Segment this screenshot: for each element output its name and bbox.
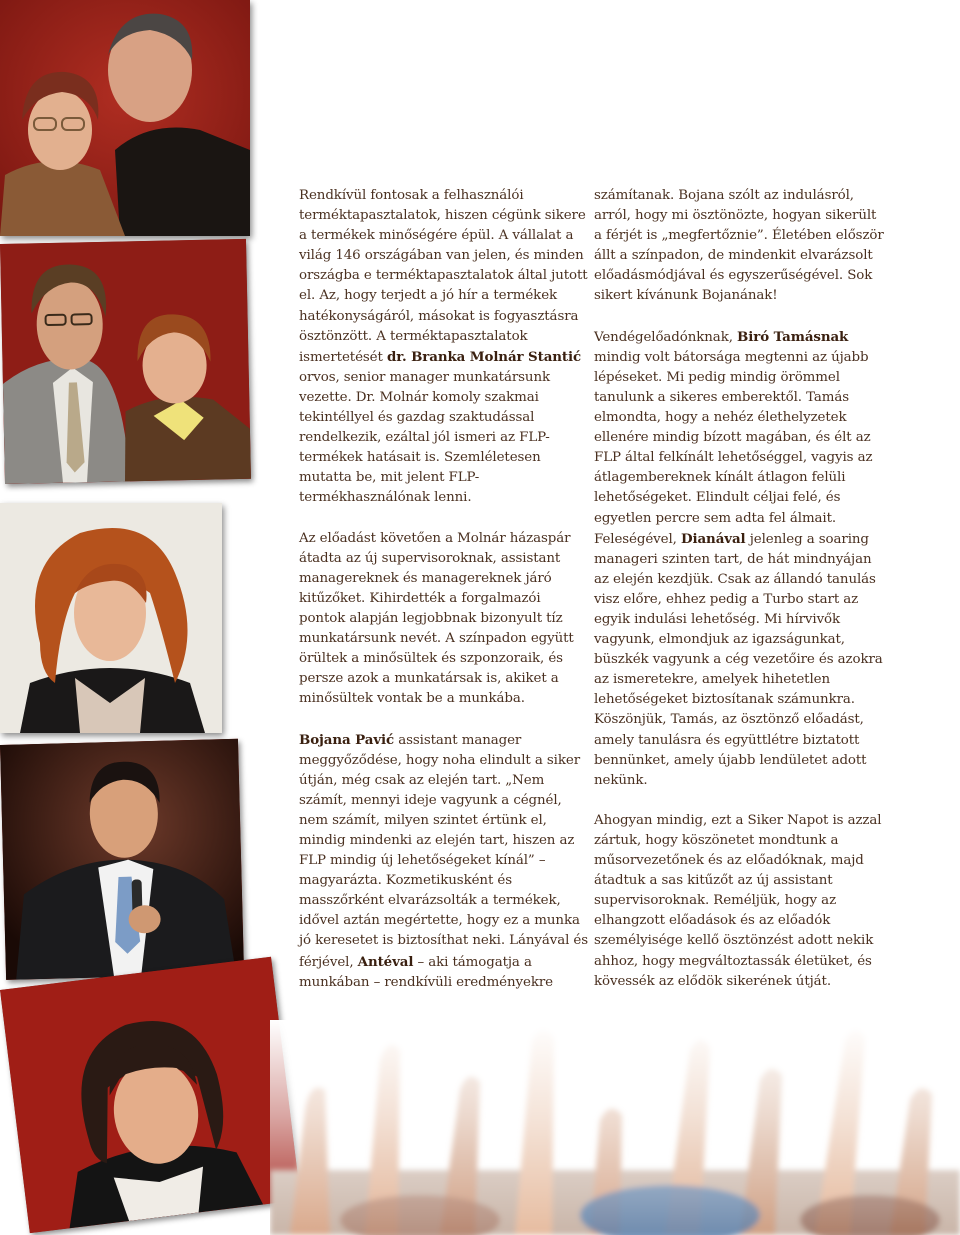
photo-speaker-man	[0, 739, 244, 980]
person-name: Bojana Pavić	[299, 731, 395, 748]
paragraph: Rendkívül fontosak a felhasználói terméktapasztalatok, hiszen cégünk sikere a termékek minőségére épül. A vállalat a világ 146 országában van jelen, és minden országba e terméktapasztalatok által jutott el. Az, hogy terjedt a jó hír a termékek hatékonyságáról, másokat is fogyasztásra ösztönzött. A terméktapasztalatok ismertetését dr. Branka Molnár Stantić orvos, senior manager munkatársunk vezette. Dr. Molnár komoly szakmai tekintéllyel és gazdag szaktudással rendelkezik, ezáltal jól ismeri az FLP-termékek hatásait is. Szemléletesen mutatta be, mit jelent FLP-termékhasználónak lenni.	[299, 188, 588, 506]
photo-couple-2	[0, 239, 251, 484]
paragraph: Az előadást követően a Molnár házaspár átadta az új supervisoroknak, assistant managereknek és managereknek járó kitűzőket. Kihirdették a forgalmazói pontok alapján legjobbnak bizonyult tíz munkatársunk nevét. A színpadon együtt örültek a minősültek és szponzoraik, és persze azok a munkatársak is, akiket a minősültek vontak be a munkába.	[299, 530, 574, 707]
photo-couple-1	[0, 0, 250, 236]
photo-speaker-woman	[0, 503, 222, 733]
paragraph: Ahogyan mindig, ezt a Siker Napot is azzal zártuk, hogy köszönetet mondtunk a műsorvezetőnek és az előadóknak, majd átadtuk a sas kitűzőt az új assistant supervisoroknak. Reméljük, hogy az elhangzott előadások és az előadók személyisége kellő ösztönzést adott nekik ahhoz, hogy megváltoztassák életüket, és kövessék az elődök sikerének útját.	[594, 812, 882, 989]
article-column-right	[594, 186, 884, 1012]
person-name: Dianával	[680, 530, 746, 547]
photo-woman-bob	[0, 957, 301, 1233]
person-name: Biró Tamásnak	[737, 328, 849, 345]
paragraph: Bojana Pavić assistant manager meggyőződése, hogy noha elindult a siker útján, még csak az elején tart. „Nem számít, mennyi ideje vagyunk a cégnél, nem számít, milyen szintet értünk el, mindig mindenki az elején tart, hiszen az FLP mindig új lehetőségeket kínál” – magyarázta. Kozmetikusként és masszőrként elvarázsolták a termékek, idővel aztán megértette, hogy ez a munka jó keresetet is biztosíthat neki. Lányával és férjével, Antéval – aki támogatja a munkában – rendkívüli eredményekre	[299, 731, 589, 990]
person-name: dr. Branka Molnár Stantić	[386, 348, 582, 365]
paragraph: számítanak. Bojana szólt az indulásról, arról, hogy mi ösztönözte, hogyan sikerült a férjét is „megfertőznie”. Életében először állt a színpadon, de mindenkit elvarázsolt előadásmódjával és egyszerűségével. Sok sikert kívánunk Bojanának!	[594, 188, 884, 304]
person-name: Antéval	[357, 953, 414, 970]
article-column-left	[299, 186, 589, 1013]
raised-hands-banner	[270, 1020, 960, 1235]
paragraph: Vendégelőadónknak, Biró Tamásnak mindig volt bátorsága megtenni az újabb lépéseket. Mi pedig mindig örömmel tanulunk a sikeres emberektől. Tamás elmondta, hogy a nehéz élethelyzetek ellenére mindig bízott magában, és élt az FLP által felkínált lehetőséggel, vagyis az átlagembereknek kínált átlagon felüli lehetőségeket. Elindult céljai felé, és egyetlen percre sem adta fel álmait. Feleségével, Dianával jelenleg a soaring manageri szinten tart, de hát mindnyájan az elején kezdjük. Csak az állandó tanulás visz előre, ehhez pedig a Turbo start az egyik indulási lehetőség. Mi hírvivők vagyunk, elmondjuk az igazságunkat, büszkék vagyunk a cég vezetőire és azokra az ismeretekre, amelyek hihetetlen lehetőségeket biztosítanak számunkra. Köszönjük, Tamás, az ösztönző előadást, amely tanulásra és együttlétre biztatott bennünket, amely újabb lendületet adott nekünk.	[594, 328, 883, 788]
